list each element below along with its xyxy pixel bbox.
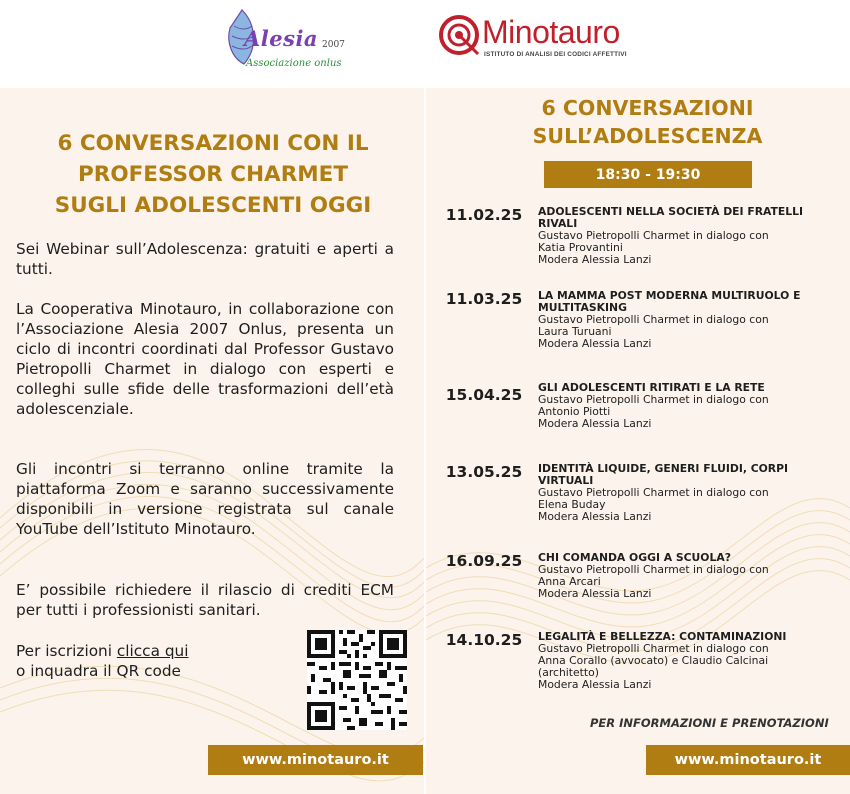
event-line: Modera Alessia Lanzi	[538, 510, 652, 523]
alesia-brand-text: Alesia	[244, 26, 319, 51]
intro-paragraph: Sei Webinar sull’Adolescenza: gratuiti e aperti a tutti.	[16, 240, 394, 278]
event-line: Anna Corallo (avvocato) e Claudio Calcinai	[538, 654, 769, 667]
event-info	[538, 463, 818, 523]
event-line: (architetto)	[538, 666, 599, 679]
event-title: GLI ADOLESCENTI RITIRATI E LA RETE	[538, 381, 765, 394]
event-line: Modera Alessia Lanzi	[538, 253, 652, 266]
minotauro-subtitle: ISTITUTO DI ANALISI DEI CODICI AFFETTIVI	[484, 51, 627, 58]
event-line: Gustavo Pietropolli Charmet in dialogo con	[538, 486, 769, 499]
event-date: 14.10.25	[445, 631, 523, 649]
right-title	[470, 94, 825, 150]
right-title-line: SULL’ADOLESCENZA	[532, 124, 763, 148]
event-line: Gustavo Pietropolli Charmet in dialogo con	[538, 229, 769, 242]
minotauro-mark-icon	[438, 14, 480, 56]
event-title: IDENTITÀ LIQUIDE, GENERI FLUIDI, CORPI VIRTUALI	[538, 462, 789, 487]
alesia-logo	[212, 0, 352, 80]
event-line: Gustavo Pietropolli Charmet in dialogo con	[538, 313, 769, 326]
event-date: 15.04.25	[445, 386, 523, 404]
signup-text	[16, 641, 276, 681]
time-badge: 18:30 - 19:30	[544, 161, 752, 188]
event-title: LA MAMMA POST MODERNA MULTIRUOLO E MULTITASKING	[538, 289, 801, 314]
event-line: Modera Alessia Lanzi	[538, 678, 652, 691]
left-title	[20, 128, 406, 221]
event-line: Gustavo Pietropolli Charmet in dialogo con	[538, 393, 769, 406]
event-date: 11.03.25	[445, 290, 523, 308]
website-link-left[interactable]: www.minotauro.it	[208, 745, 423, 775]
event-line: Gustavo Pietropolli Charmet in dialogo con	[538, 642, 769, 655]
description-paragraph: La Cooperativa Minotauro, in collaborazione con l’Associazione Alesia 2007 Onlus, presenta un ciclo di incontri coordinati dal Professor Gustavo Pietropolli Charmet in dialogo con esperti e colleghi sulle sfide delle trasformazioni dell’età adolescenziale.	[16, 300, 394, 418]
event-info	[538, 631, 818, 691]
event-info	[538, 290, 818, 350]
minotauro-brand-text: Minotauro	[482, 14, 620, 50]
online-info-paragraph: Gli incontri si terranno online tramite la piattaforma Zoom e saranno successivamente disponibili in versione registrata sul canale YouTube dell’Istituto Minotauro.	[16, 460, 394, 538]
event-title: LEGALITÀ E BELLEZZA: CONTAMINAZIONI	[538, 630, 787, 643]
event-date: 13.05.25	[445, 463, 523, 481]
event-info	[538, 552, 818, 600]
qr-code[interactable]	[307, 630, 407, 730]
event-line: Antonio Piotti	[538, 405, 611, 418]
event-info	[538, 382, 818, 430]
event-date: 16.09.25	[445, 552, 523, 570]
event-line: Anna Arcari	[538, 575, 601, 588]
event-title: CHI COMANDA OGGI A SCUOLA?	[538, 551, 731, 564]
left-title-line: SUGLI ADOLESCENTI OGGI	[54, 193, 372, 218]
left-title-line: PROFESSOR CHARMET	[78, 162, 348, 187]
event-line: Katia Provantini	[538, 241, 623, 254]
alesia-subtitle: Associazione onlus	[246, 58, 342, 69]
website-link-right[interactable]: www.minotauro.it	[646, 745, 850, 775]
event-info	[538, 206, 818, 266]
event-line: Gustavo Pietropolli Charmet in dialogo con	[538, 563, 769, 576]
event-line: Modera Alessia Lanzi	[538, 417, 652, 430]
event-title: ADOLESCENTI NELLA SOCIETÀ DEI FRATELLI RIVALI	[538, 205, 804, 230]
event-date: 11.02.25	[445, 206, 523, 224]
signup-prefix: Per iscrizioni	[16, 642, 117, 660]
info-booking-note: PER INFORMAZIONI E PRENOTAZIONI	[590, 716, 829, 730]
event-line: Modera Alessia Lanzi	[538, 337, 652, 350]
right-title-line: 6 CONVERSAZIONI	[541, 96, 754, 120]
signup-link[interactable]: clicca qui	[116, 642, 189, 660]
signup-qr-hint: o inquadra il QR code	[16, 662, 181, 680]
event-line: Modera Alessia Lanzi	[538, 587, 652, 600]
ecm-credits-paragraph: E’ possibile richiedere il rilascio di crediti ECM per tutti i professionisti sanitari.	[16, 581, 394, 619]
event-line: Elena Buday	[538, 498, 606, 511]
left-title-line: 6 CONVERSAZIONI CON IL	[57, 131, 369, 156]
minotauro-logo	[432, 0, 642, 80]
alesia-year: 2007	[322, 40, 345, 50]
event-line: Laura Turuani	[538, 325, 612, 338]
